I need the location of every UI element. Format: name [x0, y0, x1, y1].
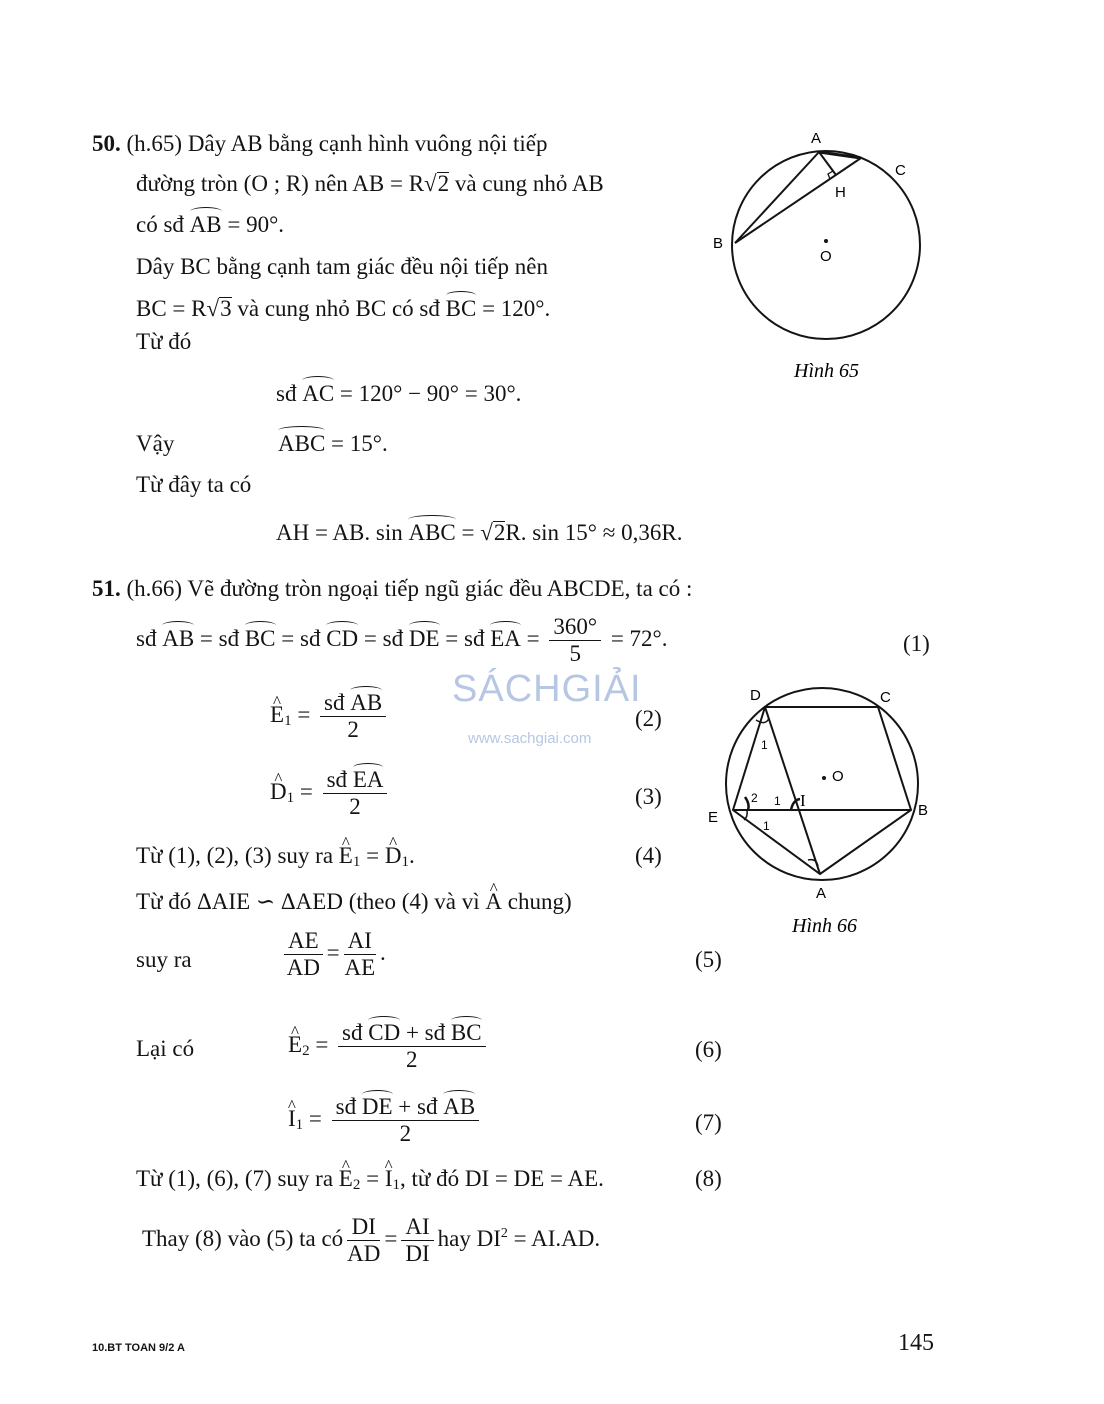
- label-a: A: [816, 885, 827, 902]
- problem-50-line-1: 50. (h.65) Dây AB bằng cạnh hình vuông nội tiếp: [92, 131, 548, 156]
- line-5: Từ đó ΔAIE ∽ ΔAED (theo (4) và vì ^ A chung): [136, 888, 572, 916]
- equation-2-tag: (2): [635, 706, 662, 731]
- figure-66: [700, 680, 950, 940]
- equation-1: sđ AB = sđ BC = sđ CD = sđ DE = sđ EA = $\frac{360^\circ}{5}$ = 72°.: [136, 614, 668, 666]
- label-o: O: [832, 768, 844, 785]
- problem-50-equation-ah: AH = AB. sin ABC = √2R. sin 15° ≈ 0,36R.: [276, 520, 683, 545]
- figure-65: [700, 125, 940, 395]
- problem-51-number: 51.: [92, 576, 121, 601]
- problem-51-intro: 51. (h.66) Vẽ đường tròn ngoại tiếp ngũ giác đều ABCDE, ta có :: [92, 576, 693, 601]
- diagonal-da: [765, 707, 820, 874]
- circle-o: [726, 688, 918, 880]
- problem-50-line-7: Từ đây ta có: [136, 472, 252, 497]
- label-d: D: [750, 687, 761, 704]
- label-b: B: [918, 802, 929, 819]
- watermark-url: www.sachgiai.com: [468, 730, 592, 747]
- equation-1-tag: (1): [903, 631, 930, 656]
- angle-e2-label: 2: [751, 791, 758, 805]
- equation-5: $\frac{AE}{AD}$ = $\frac{AI}{AE}$ .: [280, 928, 386, 981]
- line-8-tag: (8): [695, 1166, 722, 1191]
- label-o: O: [820, 248, 832, 265]
- line-9: Thay (8) vào (5) ta có $\frac{DI}{AD}$ = $\frac{AI}{DI}$ hay $DI^2 = AI.AD$.: [142, 1214, 601, 1266]
- problem-50-line-4: Dây BC bằng cạnh tam giác đều nội tiếp nên: [136, 254, 548, 279]
- equation-6: ^ $E_2$ = $\frac{\text{sđ CD + sđ BC}}{2}$: [288, 1020, 490, 1073]
- circle-o: [732, 151, 920, 339]
- equation-5-tag: (5): [695, 947, 722, 972]
- equation-3: ^ $D_1$ = $\frac{\text{sđ EA}}{2}$: [270, 767, 391, 820]
- problem-50-number: 50.: [92, 131, 121, 156]
- line-8: Từ (1), (6), (7) suy ra ^ $E_2$ = ^ $I_1$, từ đó DI = DE = AE.: [136, 1165, 604, 1199]
- equation-7: ^ $I_1$ = $\frac{\text{sđ DE + sđ AB}}{2}$: [288, 1094, 483, 1147]
- figure-66-caption: Hình 66: [792, 915, 857, 937]
- page-number: 145: [898, 1330, 934, 1356]
- angle-i1-label: 1: [774, 794, 781, 808]
- problem-50-vay: Vậy: [136, 431, 175, 456]
- suy-ra-label: suy ra: [136, 947, 192, 972]
- problem-50-line-5: BC = R√3 và cung nhỏ BC có sđ BC = 120°.: [136, 296, 551, 321]
- footer-book-code: 10.BT TOAN 9/2 A: [92, 1342, 185, 1354]
- label-e: E: [708, 809, 719, 826]
- angle-d1-mark: [756, 718, 769, 723]
- figure-65-caption: Hình 65: [794, 360, 859, 382]
- watermark-brand: SÁCHGIẢI: [452, 668, 642, 710]
- label-i: I: [800, 791, 806, 810]
- problem-50-equation-abc: ABC = 15°.: [278, 431, 388, 456]
- angle-e1-label: 1: [763, 819, 770, 833]
- equation-3-tag: (3): [635, 784, 662, 809]
- equation-7-tag: (7): [695, 1110, 722, 1135]
- equation-6-tag: (6): [695, 1037, 722, 1062]
- angle-e2-mark: [745, 797, 749, 810]
- center-o: [824, 239, 828, 243]
- problem-50-line-3: có sđ AB = 90°.: [136, 212, 285, 237]
- line-4-tag: (4): [635, 843, 662, 868]
- label-h: H: [835, 184, 846, 201]
- problem-50-line-2: đường tròn (O ; R) nên AB = R√2 và cung nhỏ AB: [136, 171, 604, 196]
- lai-co-label: Lại có: [136, 1036, 195, 1061]
- label-b: B: [713, 235, 724, 252]
- label-a: A: [811, 130, 822, 147]
- problem-50-equation-ac: sđ AC = 120° − 90° = 30°.: [276, 381, 522, 406]
- label-c: C: [895, 162, 906, 179]
- line-4: Từ (1), (2), (3) suy ra ^ $E_1$ = ^ $D_1$.: [136, 842, 415, 876]
- center-o: [822, 776, 826, 780]
- label-c: C: [880, 689, 891, 706]
- problem-50-line-6: Từ đó: [136, 329, 192, 354]
- equation-2: ^ $E_1$ = $\frac{\text{sđ AB}}{2}$: [270, 690, 390, 743]
- pentagon-abcde: [733, 707, 911, 874]
- angle-d1-label: 1: [761, 738, 768, 752]
